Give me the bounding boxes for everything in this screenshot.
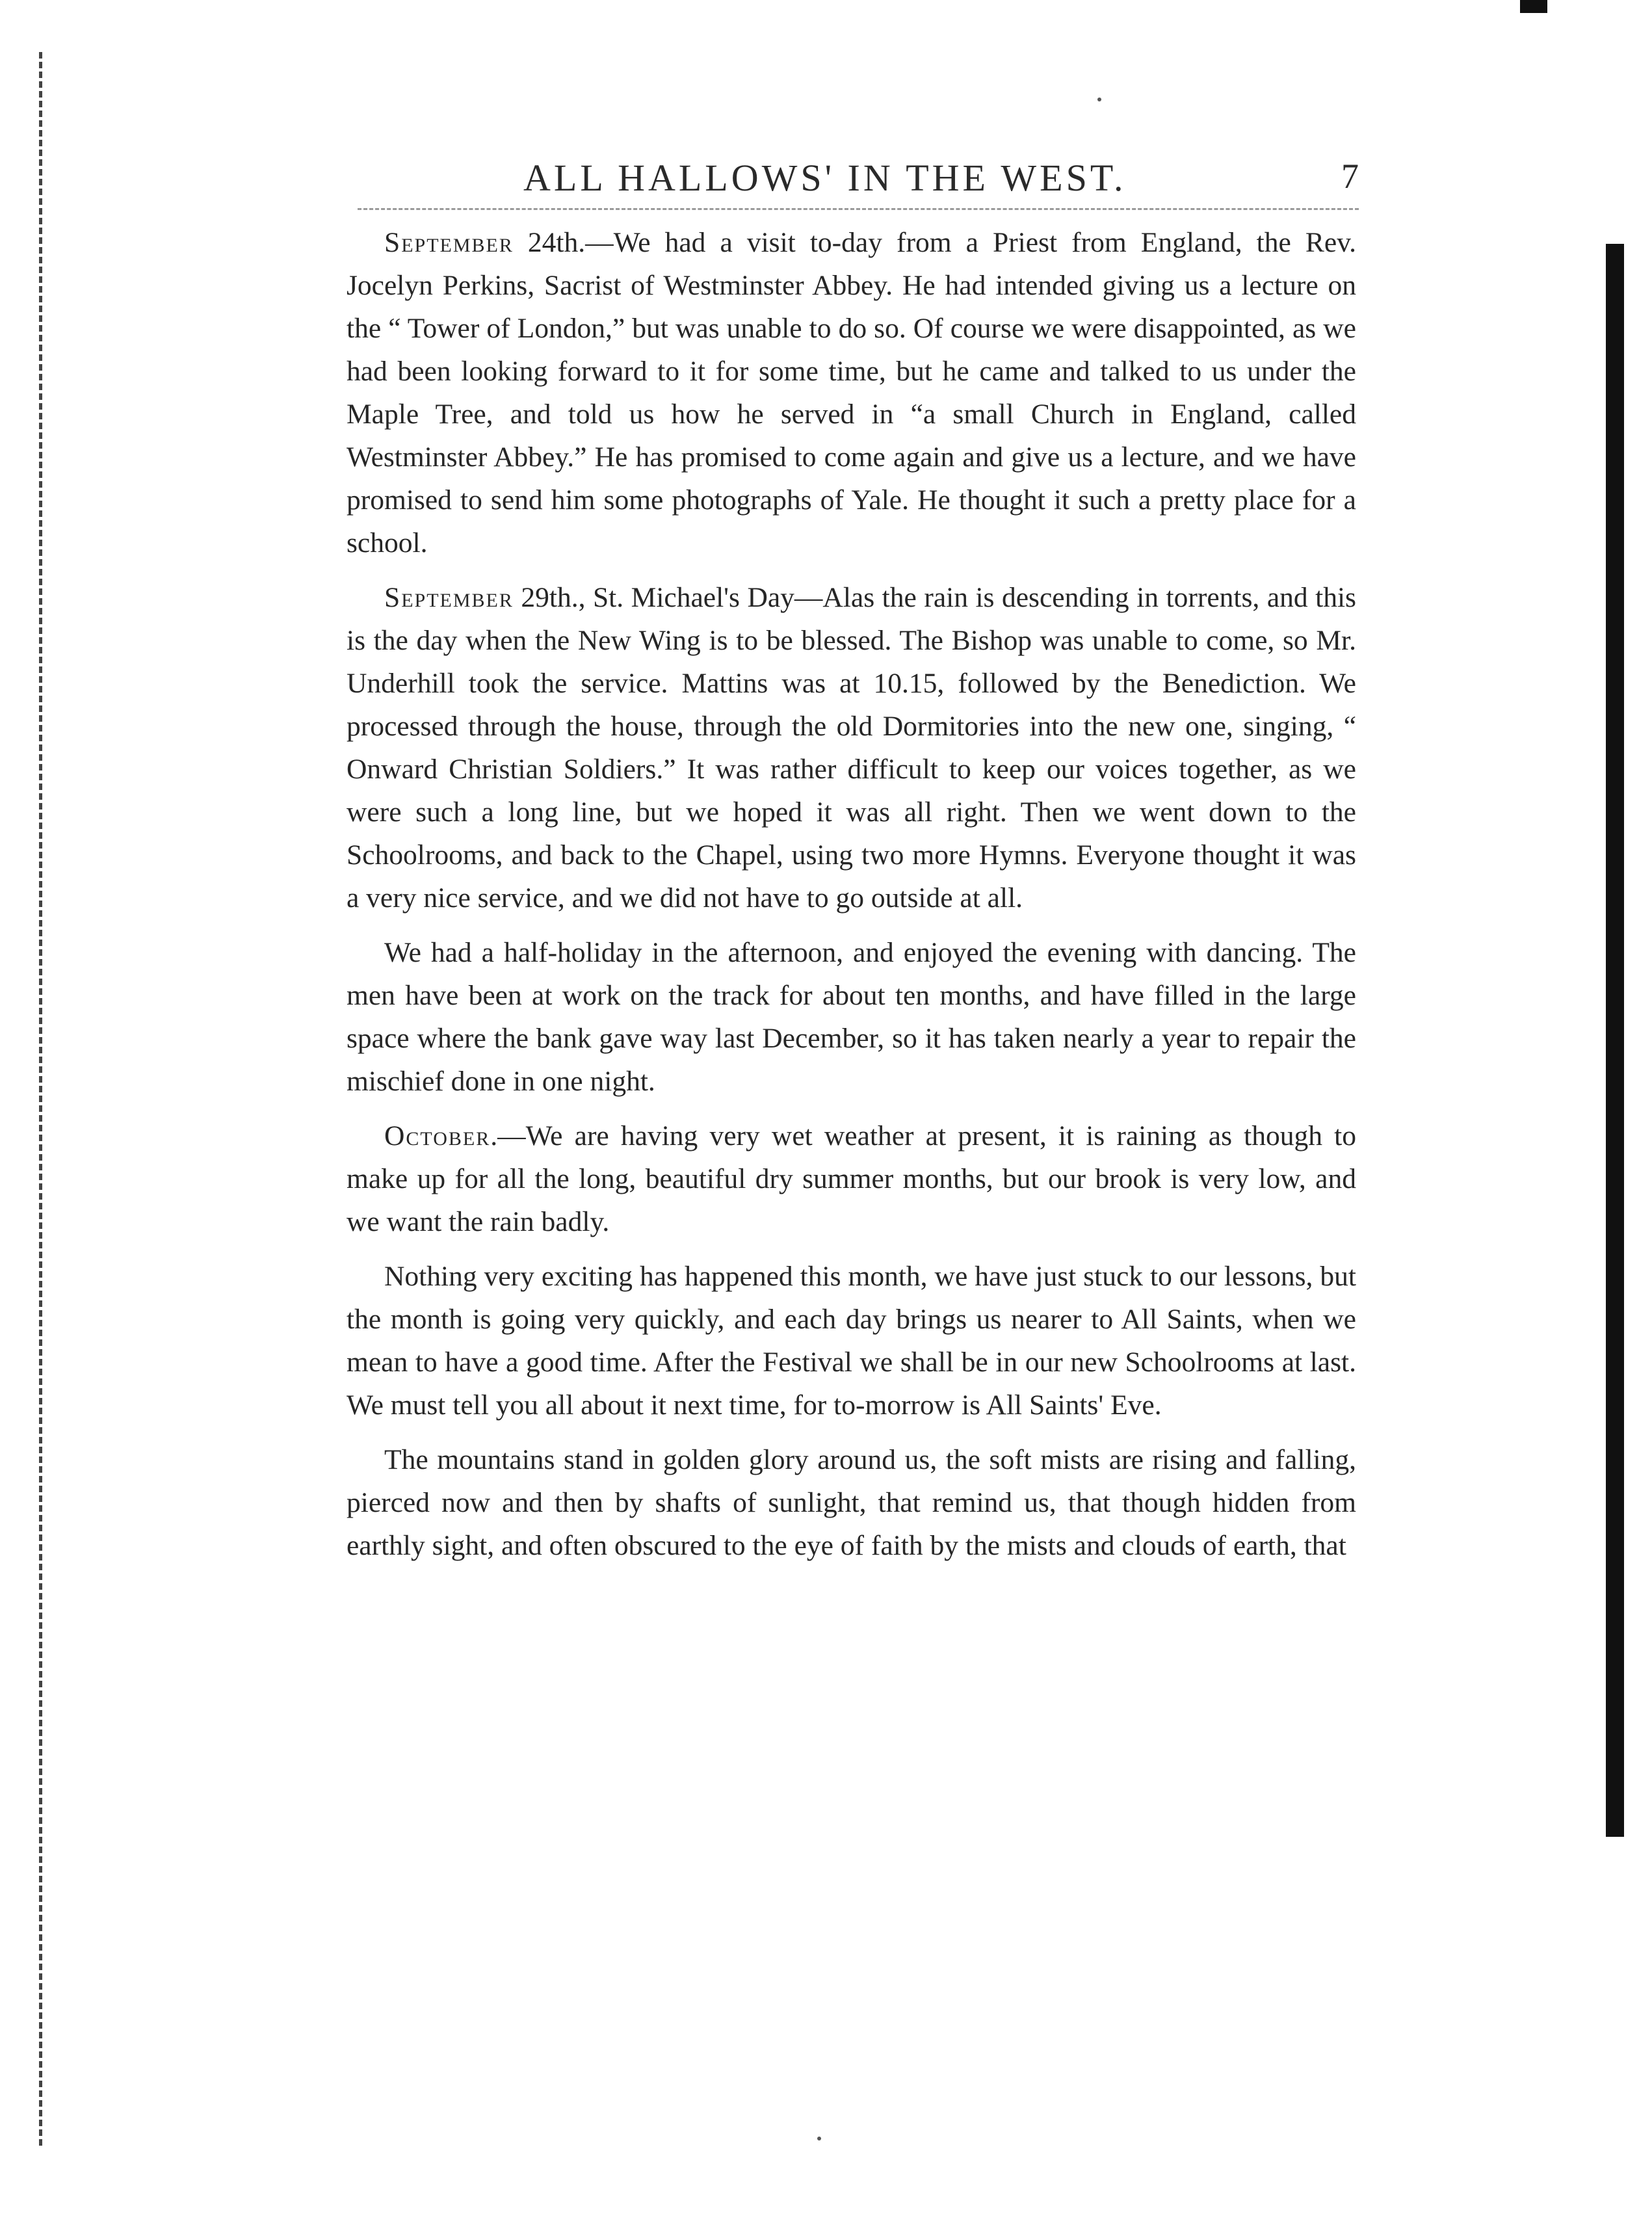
- scan-edge-mark: [1520, 0, 1547, 13]
- scan-speck: [1097, 98, 1101, 101]
- date-lead: September: [384, 582, 514, 613]
- paragraph-sept-29: [347, 576, 1356, 919]
- date-lead: September: [384, 227, 514, 258]
- left-page-edge-shadow: [39, 52, 42, 2146]
- paragraph-text: Nothing very exciting has happened this month, we have just stuck to our lessons, but the month is going very quickly, and each day brings us nearer to All Saints, when we mean to have a good time. After the Festival we shall be in our new Schoolrooms at last. We must tell you all about it next time, for to-morrow is All Saints' Eve.: [347, 1261, 1356, 1421]
- body-text: [347, 221, 1356, 1579]
- right-page-edge-shadow: [1606, 244, 1624, 1837]
- paragraph-half-holiday: [347, 931, 1356, 1103]
- scan-speck: [817, 2137, 821, 2140]
- paragraph-sept-24: [347, 221, 1356, 564]
- running-title: ALL HALLOWS' IN THE WEST.: [523, 157, 1127, 199]
- paragraph-mountains: [347, 1438, 1356, 1567]
- paragraph-october: [347, 1114, 1356, 1243]
- date-lead: October: [384, 1120, 491, 1152]
- paragraph-text: The mountains stand in golden glory around us, the soft mists are rising and falling, pierced now and then by shafts of sunlight, that remind us, that though hidden from earthly sight, and often obscured to the eye of faith by the mists and clouds of earth, that: [347, 1444, 1356, 1561]
- paragraph-text: We had a half-holiday in the afternoon, and enjoyed the evening with dancing. The men have been at work on the track for about ten months, and have filled in the large space where the bank gave way last December, so it has taken nearly a year to repair the mischief done in one night.: [347, 937, 1356, 1097]
- paragraph-text: 29th., St. Michael's Day—Alas the rain is descending in torrents, and this is the day when the New Wing is to be blessed. The Bishop was unable to come, so Mr. Underhill took the service. Mattins was at 10.15, followed by the Benediction. We processed through the house, through the old Dormitories into the new one, singing, “ Onward Christian Soldiers.” It was rather difficult to keep our voices together, as we were such a long line, but we hoped it was all right. Then we went down to the Schoolrooms, and back to the Chapel, using two more Hymns. Everyone thought it was a very nice service, and we did not have to go outside at all.: [347, 582, 1356, 914]
- paragraph-text: 24th.—We had a visit to-day from a Priest from England, the Rev. Jocelyn Perkins, Sacrist of Westminster Abbey. He had intended giving us a lecture on the “ Tower of London,” but was unable to do so. Of course we were disappointed, as we had been looking forward to it for some time, but he came and talked to us under the Maple Tree, and told us how he served in “a small Church in England, called Westminster Abbey.” He has promised to come again and give us a lecture, and we have promised to send him some photographs of Yale. He thought it such a pretty place for a school.: [347, 227, 1356, 559]
- running-header: [358, 156, 1359, 210]
- page-number: 7: [1341, 157, 1359, 196]
- paragraph-text: .—We are having very wet weather at present, it is raining as though to make up for all the long, beautiful dry summer months, but our brook is very low, and we want the rain badly.: [347, 1120, 1356, 1237]
- paragraph-nothing-exciting: [347, 1255, 1356, 1427]
